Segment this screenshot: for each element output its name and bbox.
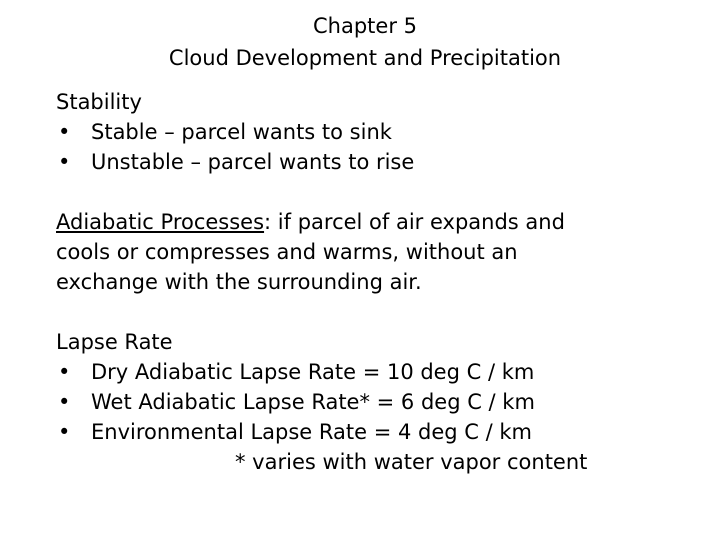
adiabatic-section	[56, 207, 696, 297]
stability-unstable-text: Unstable – parcel wants to rise	[91, 150, 415, 174]
environmental-lapse-rate-text: Environmental Lapse Rate = 4 deg C / km	[91, 420, 532, 444]
stability-stable-text: Stable – parcel wants to sink	[91, 120, 392, 144]
wet-lapse-rate-text: Wet Adiabatic Lapse Rate* = 6 deg C / km	[91, 390, 535, 414]
bullet-icon: •	[58, 120, 71, 144]
title-chapter: Chapter 5	[313, 14, 417, 38]
list-item	[56, 117, 696, 147]
adiabatic-definition-start: : if parcel of air expands and	[264, 210, 565, 234]
slide-title	[0, 10, 720, 74]
dry-lapse-rate-text: Dry Adiabatic Lapse Rate = 10 deg C / km	[91, 360, 535, 384]
lapse-rate-section	[56, 327, 696, 477]
title-subject: Cloud Development and Precipitation	[168, 46, 562, 70]
list-item	[56, 147, 696, 177]
list-item	[56, 387, 696, 417]
adiabatic-line-1	[56, 207, 696, 237]
adiabatic-term: Adiabatic Processes	[56, 210, 265, 234]
stability-heading: Stability	[56, 90, 142, 114]
bullet-icon: •	[58, 150, 71, 174]
list-item	[56, 417, 696, 447]
stability-section	[56, 87, 696, 177]
adiabatic-line-2: cools or compresses and warms, without an	[56, 240, 518, 264]
slide-body	[56, 87, 696, 477]
bullet-icon: •	[58, 390, 71, 414]
lapse-rate-heading: Lapse Rate	[56, 330, 173, 354]
footnote: * varies with water vapor content	[235, 450, 588, 474]
list-item	[56, 357, 696, 387]
bullet-icon: •	[58, 360, 71, 384]
bullet-icon: •	[58, 420, 71, 444]
adiabatic-line-3: exchange with the surrounding air.	[56, 270, 422, 294]
